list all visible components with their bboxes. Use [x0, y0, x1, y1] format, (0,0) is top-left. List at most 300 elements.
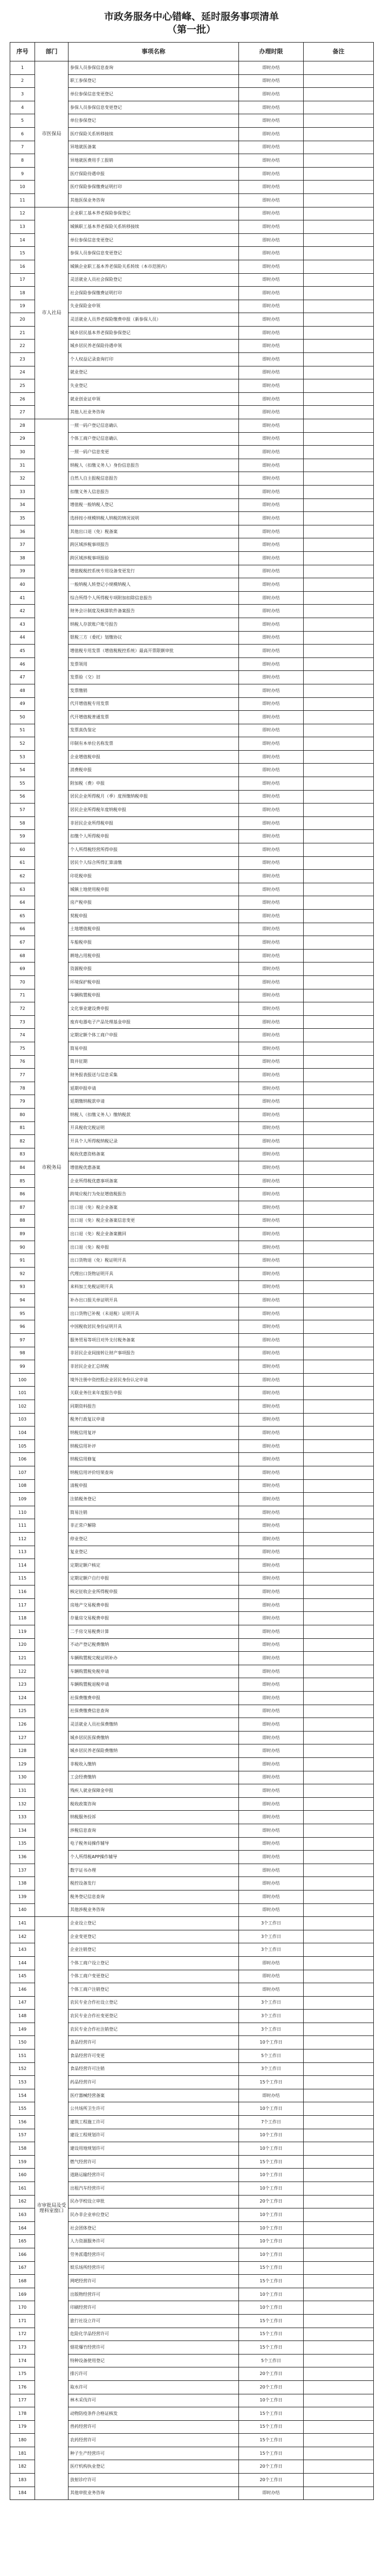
item-name: 纳税信用评价结果查询: [69, 1466, 239, 1479]
item-name: 燃气经营许可: [69, 2155, 239, 2169]
item-name: 个人所得税APP操作辅导: [69, 1851, 239, 1864]
row-number: 171: [10, 2314, 35, 2328]
item-name: 存量房交易税费申报: [69, 1612, 239, 1625]
item-name: 食品经营许可变更: [69, 2049, 239, 2063]
row-number: 42: [10, 605, 35, 618]
remark: [304, 1983, 374, 1997]
remark: [304, 193, 374, 207]
time-limit: 即时办结: [239, 1161, 304, 1175]
remark: [304, 1638, 374, 1652]
remark: [304, 777, 374, 791]
row-number: 8: [10, 154, 35, 168]
row-number: 75: [10, 1042, 35, 1055]
time-limit: 即时办结: [239, 1797, 304, 1811]
time-limit: 15个工作日: [239, 2155, 304, 2169]
time-limit: 即时办结: [239, 233, 304, 247]
remark: [304, 2129, 374, 2142]
time-limit: 即时办结: [239, 446, 304, 459]
time-limit: 即时办结: [239, 777, 304, 791]
remark: [304, 750, 374, 764]
item-name: 扣缴个人所得税申报: [69, 830, 239, 843]
row-number: 54: [10, 764, 35, 777]
item-name: 开具个人所得税纳税记录: [69, 1135, 239, 1148]
item-name: 特种设备使用登记: [69, 2354, 239, 2367]
time-limit: 即时办结: [239, 671, 304, 684]
time-limit: 即时办结: [239, 1546, 304, 1559]
item-name: 城镇土地使用税申报: [69, 883, 239, 896]
time-limit: 即时办结: [239, 1135, 304, 1148]
item-name: 增值税一般纳税人登记: [69, 498, 239, 512]
item-name: 增值税专用发票（增值税税控系统）最高开票限额审批: [69, 645, 239, 658]
time-limit: 即时办结: [239, 870, 304, 883]
item-name: 居民个人综合所得汇算清缴: [69, 856, 239, 870]
row-number: 89: [10, 1228, 35, 1241]
time-limit: 10个工作日: [239, 2129, 304, 2142]
remark: [304, 816, 374, 830]
time-limit: 即时办结: [239, 975, 304, 989]
item-name: 车船税申报: [69, 936, 239, 950]
time-limit: 5个工作日: [239, 2049, 304, 2063]
item-name: 动物防疫条件合格证核发: [69, 2407, 239, 2421]
item-name: 食品经营许可: [69, 2036, 239, 2049]
row-number: 33: [10, 486, 35, 499]
remark: [304, 1479, 374, 1493]
item-name: 企业变更登记: [69, 1930, 239, 1943]
row-number: 110: [10, 1506, 35, 1519]
remark: [304, 340, 374, 353]
row-number: 98: [10, 1347, 35, 1360]
item-name: 烟花爆竹经营许可: [69, 2341, 239, 2355]
time-limit: 即时办结: [239, 1188, 304, 1201]
item-name: 单位参保信息变更登记: [69, 88, 239, 101]
row-number: 138: [10, 1877, 35, 1891]
item-name: 资源税申报: [69, 962, 239, 976]
remark: [304, 910, 374, 923]
time-limit: 即时办结: [239, 326, 304, 340]
remark: [304, 1917, 374, 1930]
row-number: 64: [10, 896, 35, 910]
time-limit: 即时办结: [239, 379, 304, 393]
remark: [304, 1970, 374, 1983]
item-name: 二手房交易税费计算: [69, 1625, 239, 1639]
row-number: 57: [10, 804, 35, 817]
remark: [304, 1161, 374, 1175]
item-name: 灵活就业人员社保费缴纳: [69, 1718, 239, 1732]
item-name: 电子税务局操作辅导: [69, 1837, 239, 1851]
row-number: 96: [10, 1320, 35, 1334]
item-name: 印制有本单位名称发票: [69, 737, 239, 751]
time-limit: 即时办结: [239, 74, 304, 88]
remark: [304, 1280, 374, 1294]
row-number: 163: [10, 2208, 35, 2222]
item-name: 就业创业证申领: [69, 392, 239, 406]
time-limit: 即时办结: [239, 498, 304, 512]
remark: [304, 684, 374, 697]
remark: [304, 498, 374, 512]
item-name: 环境保护税申报: [69, 975, 239, 989]
row-number: 66: [10, 923, 35, 936]
row-number: 148: [10, 2010, 35, 2023]
item-name: 延期缴纳税款申请: [69, 1095, 239, 1109]
time-limit: 20个工作日: [239, 2460, 304, 2474]
time-limit: 即时办结: [239, 1956, 304, 1970]
remark: [304, 1612, 374, 1625]
time-limit: 即时办结: [239, 1002, 304, 1016]
remark: [304, 1214, 374, 1228]
row-number: 15: [10, 247, 35, 260]
row-number: 152: [10, 2062, 35, 2076]
item-name: 城乡居民基本养老保险参保登记: [69, 326, 239, 340]
item-name: 参保人员参保信息变更登记: [69, 101, 239, 114]
item-name: 出口退（免）税企业备案撤回: [69, 1228, 239, 1241]
remark: [304, 1148, 374, 1161]
item-name: 社保费缴费信息查询: [69, 1705, 239, 1718]
time-limit: 即时办结: [239, 565, 304, 578]
item-name: 纳税人（扣缴义务人）身份信息报告: [69, 459, 239, 472]
remark: [304, 1625, 374, 1639]
row-number: 91: [10, 1254, 35, 1268]
time-limit: 即时办结: [239, 1069, 304, 1082]
item-name: 建设用地规划许可: [69, 2142, 239, 2156]
row-number: 77: [10, 1069, 35, 1082]
row-number: 130: [10, 1771, 35, 1784]
time-limit: 即时办结: [239, 1559, 304, 1573]
item-name: 财务报表报送与信息采集: [69, 1069, 239, 1082]
time-limit: 即时办结: [239, 1784, 304, 1798]
time-limit: 即时办结: [239, 207, 304, 220]
row-number: 36: [10, 525, 35, 538]
time-limit: 15个工作日: [239, 2261, 304, 2275]
time-limit: 即时办结: [239, 1121, 304, 1135]
remark: [304, 446, 374, 459]
row-number: 182: [10, 2460, 35, 2474]
time-limit: 即时办结: [239, 1731, 304, 1744]
remark: [304, 1598, 374, 1612]
item-name: 注销税务登记: [69, 1493, 239, 1506]
item-name: 发票缴销: [69, 684, 239, 697]
item-name: 跨区域涉税事项报验: [69, 551, 239, 565]
row-number: 172: [10, 2328, 35, 2341]
row-number: 149: [10, 2023, 35, 2036]
row-number: 135: [10, 1837, 35, 1851]
remark: [304, 1320, 374, 1334]
row-number: 50: [10, 711, 35, 724]
item-name: 就业登记: [69, 366, 239, 379]
time-limit: 即时办结: [239, 618, 304, 631]
time-limit: 即时办结: [239, 1307, 304, 1320]
remark: [304, 167, 374, 181]
time-limit: 即时办结: [239, 1453, 304, 1466]
time-limit: 即时办结: [239, 1042, 304, 1055]
header-item: 事项名称: [69, 43, 239, 61]
remark: [304, 1121, 374, 1135]
row-number: 120: [10, 1638, 35, 1652]
item-name: 车辆购置税免税申请: [69, 1665, 239, 1678]
service-list-table: [10, 42, 374, 2500]
item-name: 异地就医费用手工报销: [69, 154, 239, 168]
time-limit: 15个工作日: [239, 2076, 304, 2089]
row-number: 31: [10, 459, 35, 472]
item-name: 契税申报: [69, 910, 239, 923]
item-name: 取水许可: [69, 2380, 239, 2394]
time-limit: 即时办结: [239, 1519, 304, 1533]
row-number: 161: [10, 2182, 35, 2196]
time-limit: 即时办结: [239, 1678, 304, 1692]
row-number: 102: [10, 1400, 35, 1413]
remark: [304, 2275, 374, 2288]
item-name: 停业登记: [69, 1532, 239, 1546]
item-name: 税务行政复议申请: [69, 1413, 239, 1427]
row-number: 123: [10, 1678, 35, 1692]
time-limit: 即时办结: [239, 273, 304, 287]
item-name: 印花税申报: [69, 870, 239, 883]
time-limit: 即时办结: [239, 127, 304, 141]
time-limit: 即时办结: [239, 631, 304, 645]
item-name: 农民专业合作社设立登记: [69, 1996, 239, 2010]
remark: [304, 2367, 374, 2381]
row-number: 87: [10, 1201, 35, 1215]
row-number: 139: [10, 1890, 35, 1903]
remark: [304, 2420, 374, 2434]
item-name: 其他审批业务咨询: [69, 2487, 239, 2500]
item-name: 职工参保登记: [69, 74, 239, 88]
row-number: 114: [10, 1559, 35, 1573]
remark: [304, 88, 374, 101]
row-number: 83: [10, 1148, 35, 1161]
remark: [304, 2407, 374, 2421]
time-limit: 20个工作日: [239, 2367, 304, 2381]
row-number: 109: [10, 1493, 35, 1506]
row-number: 22: [10, 340, 35, 353]
remark: [304, 2288, 374, 2301]
time-limit: 即时办结: [239, 605, 304, 618]
row-number: 92: [10, 1268, 35, 1281]
time-limit: 即时办结: [239, 896, 304, 910]
time-limit: 15个工作日: [239, 2341, 304, 2355]
time-limit: 即时办结: [239, 247, 304, 260]
remark: [304, 2221, 374, 2235]
time-limit: 即时办结: [239, 923, 304, 936]
row-number: 113: [10, 1546, 35, 1559]
time-limit: 即时办结: [239, 1268, 304, 1281]
remark: [304, 1705, 374, 1718]
remark: [304, 538, 374, 552]
time-limit: 3个工作日: [239, 2023, 304, 2036]
remark: [304, 313, 374, 327]
row-number: 14: [10, 233, 35, 247]
row-number: 90: [10, 1241, 35, 1254]
row-number: 86: [10, 1188, 35, 1201]
item-name: 农药经营许可: [69, 2434, 239, 2447]
remark: [304, 1466, 374, 1479]
time-limit: 10个工作日: [239, 2036, 304, 2049]
item-name: 来料加工免税证明开具: [69, 1280, 239, 1294]
time-limit: 即时办结: [239, 949, 304, 962]
remark: [304, 1334, 374, 1347]
remark: [304, 1956, 374, 1970]
remark: [304, 1546, 374, 1559]
time-limit: 3个工作日: [239, 2062, 304, 2076]
remark: [304, 1718, 374, 1732]
time-limit: 即时办结: [239, 1903, 304, 1917]
remark: [304, 300, 374, 313]
time-limit: 即时办结: [239, 684, 304, 697]
item-name: 复业登记: [69, 1546, 239, 1559]
item-name: 出口货物退（免）税证明开具: [69, 1254, 239, 1268]
row-number: 70: [10, 975, 35, 989]
item-name: 个体工商户注销登记: [69, 1983, 239, 1997]
time-limit: 即时办结: [239, 1479, 304, 1493]
time-limit: 即时办结: [239, 1758, 304, 1771]
time-limit: 3个工作日: [239, 2010, 304, 2023]
remark: [304, 1400, 374, 1413]
time-limit: 即时办结: [239, 512, 304, 525]
remark: [304, 1347, 374, 1360]
time-limit: 即时办结: [239, 1148, 304, 1161]
item-name: 灵活就业人员养老保险缴费申报（新参保人员）: [69, 313, 239, 327]
time-limit: 即时办结: [239, 340, 304, 353]
remark: [304, 830, 374, 843]
remark: [304, 101, 374, 114]
time-limit: 即时办结: [239, 1718, 304, 1732]
row-number: 49: [10, 697, 35, 711]
remark: [304, 1294, 374, 1307]
remark: [304, 2380, 374, 2394]
time-limit: 即时办结: [239, 962, 304, 976]
row-number: 34: [10, 498, 35, 512]
remark: [304, 247, 374, 260]
row-number: 43: [10, 618, 35, 631]
remark: [304, 843, 374, 857]
remark: [304, 2328, 374, 2341]
row-number: 103: [10, 1413, 35, 1427]
time-limit: 即时办结: [239, 525, 304, 538]
time-limit: 即时办结: [239, 1983, 304, 1997]
item-name: 发票验（交）旧: [69, 671, 239, 684]
row-number: 47: [10, 671, 35, 684]
item-name: 境外注册中资控股企业居民身份认定申请: [69, 1373, 239, 1387]
item-name: 简易注销: [69, 1506, 239, 1519]
row-number: 4: [10, 101, 35, 114]
item-name: 财务会计制度及核算软件备案报告: [69, 605, 239, 618]
remark: [304, 2076, 374, 2089]
item-name: 城乡居民医保费缴纳: [69, 1731, 239, 1744]
remark: [304, 870, 374, 883]
time-limit: 即时办结: [239, 1280, 304, 1294]
remark: [304, 975, 374, 989]
row-number: 124: [10, 1692, 35, 1705]
row-number: 53: [10, 750, 35, 764]
remark: [304, 1943, 374, 1957]
row-number: 121: [10, 1652, 35, 1665]
time-limit: 即时办结: [239, 816, 304, 830]
time-limit: 即时办结: [239, 181, 304, 194]
row-number: 166: [10, 2248, 35, 2261]
item-name: 城镇企业职工基本养老保险关系转续（本市范围内）: [69, 260, 239, 273]
item-name: 土地增值税申报: [69, 923, 239, 936]
row-number: 136: [10, 1851, 35, 1864]
item-name: 参保人员参保信息查询: [69, 61, 239, 75]
item-name: 社会保险参保缴费证明打印: [69, 287, 239, 300]
item-name: 个人所得税经营所得申报: [69, 843, 239, 857]
item-name: 非税收入缴纳: [69, 1758, 239, 1771]
time-limit: 即时办结: [239, 1015, 304, 1029]
time-limit: 15个工作日: [239, 2314, 304, 2328]
time-limit: 即时办结: [239, 764, 304, 777]
item-name: 税收政策咨询: [69, 1797, 239, 1811]
item-name: 居民企业所得税月（季）度预缴纳税申报: [69, 790, 239, 804]
time-limit: 即时办结: [239, 1824, 304, 1837]
remark: [304, 923, 374, 936]
row-number: 99: [10, 1360, 35, 1374]
time-limit: 10个工作日: [239, 2182, 304, 2196]
time-limit: 即时办结: [239, 843, 304, 857]
time-limit: 即时办结: [239, 1413, 304, 1427]
row-number: 13: [10, 220, 35, 234]
time-limit: 即时办结: [239, 1851, 304, 1864]
item-name: 民办学校设立审批: [69, 2195, 239, 2208]
remark: [304, 618, 374, 631]
item-name: 异地就医备案: [69, 141, 239, 154]
time-limit: 即时办结: [239, 804, 304, 817]
remark: [304, 459, 374, 472]
row-number: 26: [10, 392, 35, 406]
item-name: 公共场所卫生许可: [69, 2102, 239, 2116]
row-number: 25: [10, 379, 35, 393]
item-name: 选择按小规模纳税人纳税的情况说明: [69, 512, 239, 525]
item-name: 出租汽车经营许可: [69, 2182, 239, 2196]
row-number: 131: [10, 1784, 35, 1798]
row-number: 29: [10, 432, 35, 446]
remark: [304, 1572, 374, 1585]
row-number: 100: [10, 1373, 35, 1387]
time-limit: 即时办结: [239, 313, 304, 327]
remark: [304, 2036, 374, 2049]
row-number: 106: [10, 1453, 35, 1466]
time-limit: 即时办结: [239, 1400, 304, 1413]
item-name: 废弃电器电子产品处理基金申报: [69, 1015, 239, 1029]
item-name: 非正常户解除: [69, 1519, 239, 1533]
time-limit: 即时办结: [239, 472, 304, 486]
time-limit: 即时办结: [239, 750, 304, 764]
remark: [304, 1758, 374, 1771]
time-limit: 20个工作日: [239, 2474, 304, 2487]
time-limit: 即时办结: [239, 392, 304, 406]
row-number: 67: [10, 936, 35, 950]
time-limit: 3个工作日: [239, 1930, 304, 1943]
time-limit: 10个工作日: [239, 2102, 304, 2116]
item-name: 纳税信用复评: [69, 1427, 239, 1440]
row-number: 117: [10, 1598, 35, 1612]
remark: [304, 1903, 374, 1917]
time-limit: 即时办结: [239, 406, 304, 419]
item-name: 单位参保信息变更登记: [69, 233, 239, 247]
row-number: 32: [10, 472, 35, 486]
remark: [304, 220, 374, 234]
time-limit: 即时办结: [239, 591, 304, 605]
time-limit: 15个工作日: [239, 2407, 304, 2421]
row-number: 79: [10, 1095, 35, 1109]
row-number: 16: [10, 260, 35, 273]
row-number: 2: [10, 74, 35, 88]
time-limit: 即时办结: [239, 1585, 304, 1599]
remark: [304, 2062, 374, 2076]
row-number: 101: [10, 1387, 35, 1400]
remark: [304, 1360, 374, 1374]
time-limit: 即时办结: [239, 1665, 304, 1678]
remark: [304, 2235, 374, 2248]
header-note: 备注: [304, 43, 374, 61]
